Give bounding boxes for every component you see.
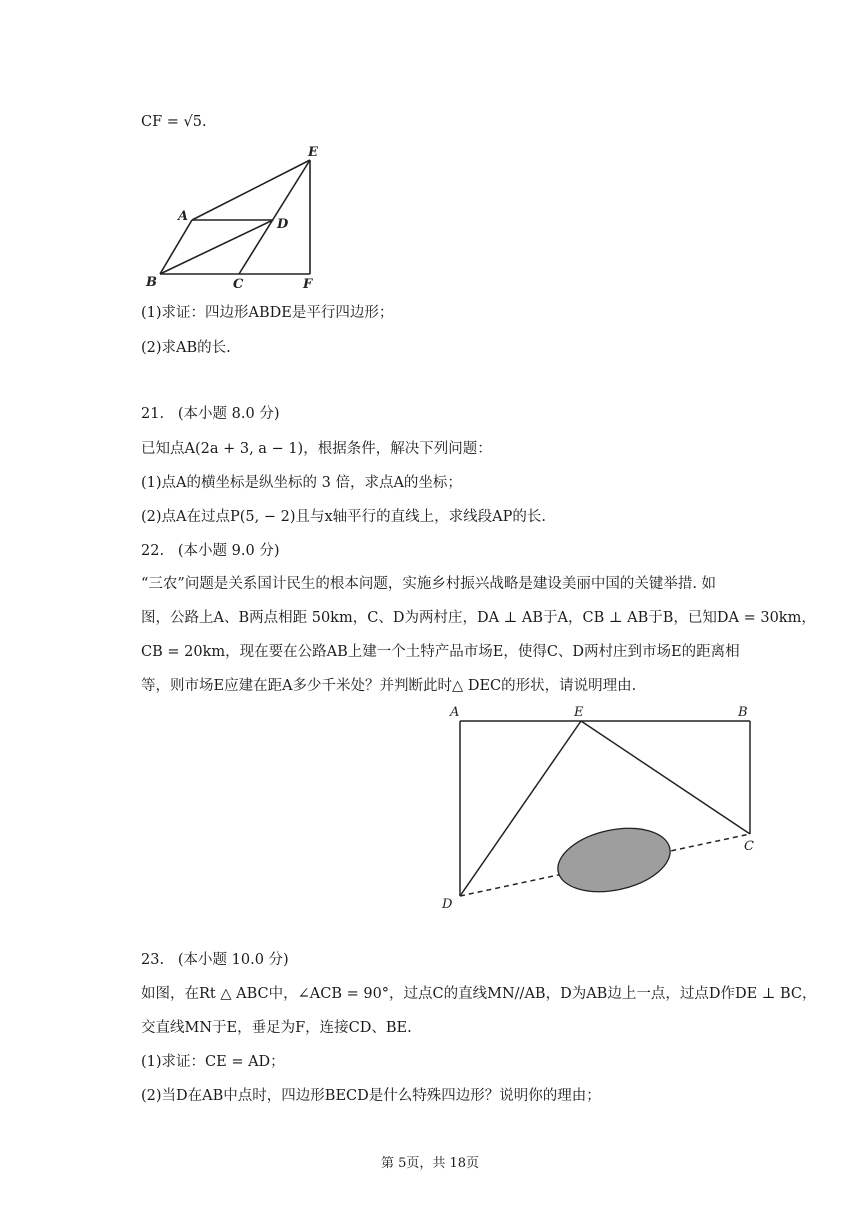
page-footer: 第 5页，共 18页 [380, 1156, 480, 1171]
q20-part2: (2)求AB的长. [141, 340, 231, 356]
q22-line-2: 图，公路上A、B两点相距 50km，C、D为两村庄，DA ⊥ AB于A，CB ⊥ AB于B，已知DA = 30km， [141, 610, 816, 626]
label-C: C [744, 839, 754, 854]
q22-line-4: 等，则市场E应建在距A多少千米处？并判断此时△ DEC的形状，请说明理由. [141, 678, 637, 694]
figure-parallelogram [140, 140, 360, 290]
label-E: E [308, 145, 318, 160]
label-C: C [233, 277, 244, 290]
q23-line-3: (1)求证：CE = AD； [141, 1054, 285, 1070]
q20-part1: (1)求证：四边形ABDE是平行四边形； [141, 305, 394, 321]
figure-road-villages [440, 700, 770, 915]
q21-stem: 已知点A(2a + 3, a − 1)，根据条件，解决下列问题： [141, 441, 492, 457]
q23-line-1: 如图，在Rt △ ABC中，∠ACB = 90°，过点C的直线MN//AB，D为AB边上一点，过点D作DE ⊥ BC， [141, 986, 817, 1002]
label-B: B [146, 275, 157, 290]
segment-EC [581, 721, 750, 834]
lake-shape [552, 819, 676, 901]
label-A: A [450, 705, 460, 720]
q22-header: 22. (本小题 9.0 分) [141, 543, 280, 559]
segment-CE [239, 160, 310, 274]
q23-line-4: (2)当D在AB中点时，四边形BECD是什么特殊四边形？说明你的理由； [141, 1088, 601, 1104]
q21-part1: (1)点A的横坐标是纵坐标的 3 倍，求点A的坐标； [141, 475, 462, 491]
label-D: D [442, 897, 453, 912]
q23-line-2: 交直线MN于E，垂足为F，连接CD、BE. [141, 1020, 412, 1036]
q21-header: 21. (本小题 8.0 分) [141, 406, 280, 422]
label-F: F [303, 277, 313, 290]
label-A: A [178, 209, 189, 224]
label-D: D [277, 217, 289, 232]
label-B: B [738, 705, 748, 720]
q22-line-1: “三农”问题是关系国计民生的根本问题，实施乡村振兴战略是建设美丽中国的关键举措. 如 [141, 576, 717, 592]
q21-part2: (2)点A在过点P(5, − 2)且与x轴平行的直线上，求线段AP的长. [141, 509, 547, 525]
segment-AE [192, 160, 310, 220]
label-E: E [574, 705, 584, 720]
q23-header: 23. (本小题 10.0 分) [141, 952, 289, 968]
result-line: CF = √5. [141, 114, 207, 130]
q22-line-3: CB = 20km，现在要在公路AB上建一个土特产品市场E，使得C、D两村庄到市场E的距离相 [141, 644, 740, 660]
